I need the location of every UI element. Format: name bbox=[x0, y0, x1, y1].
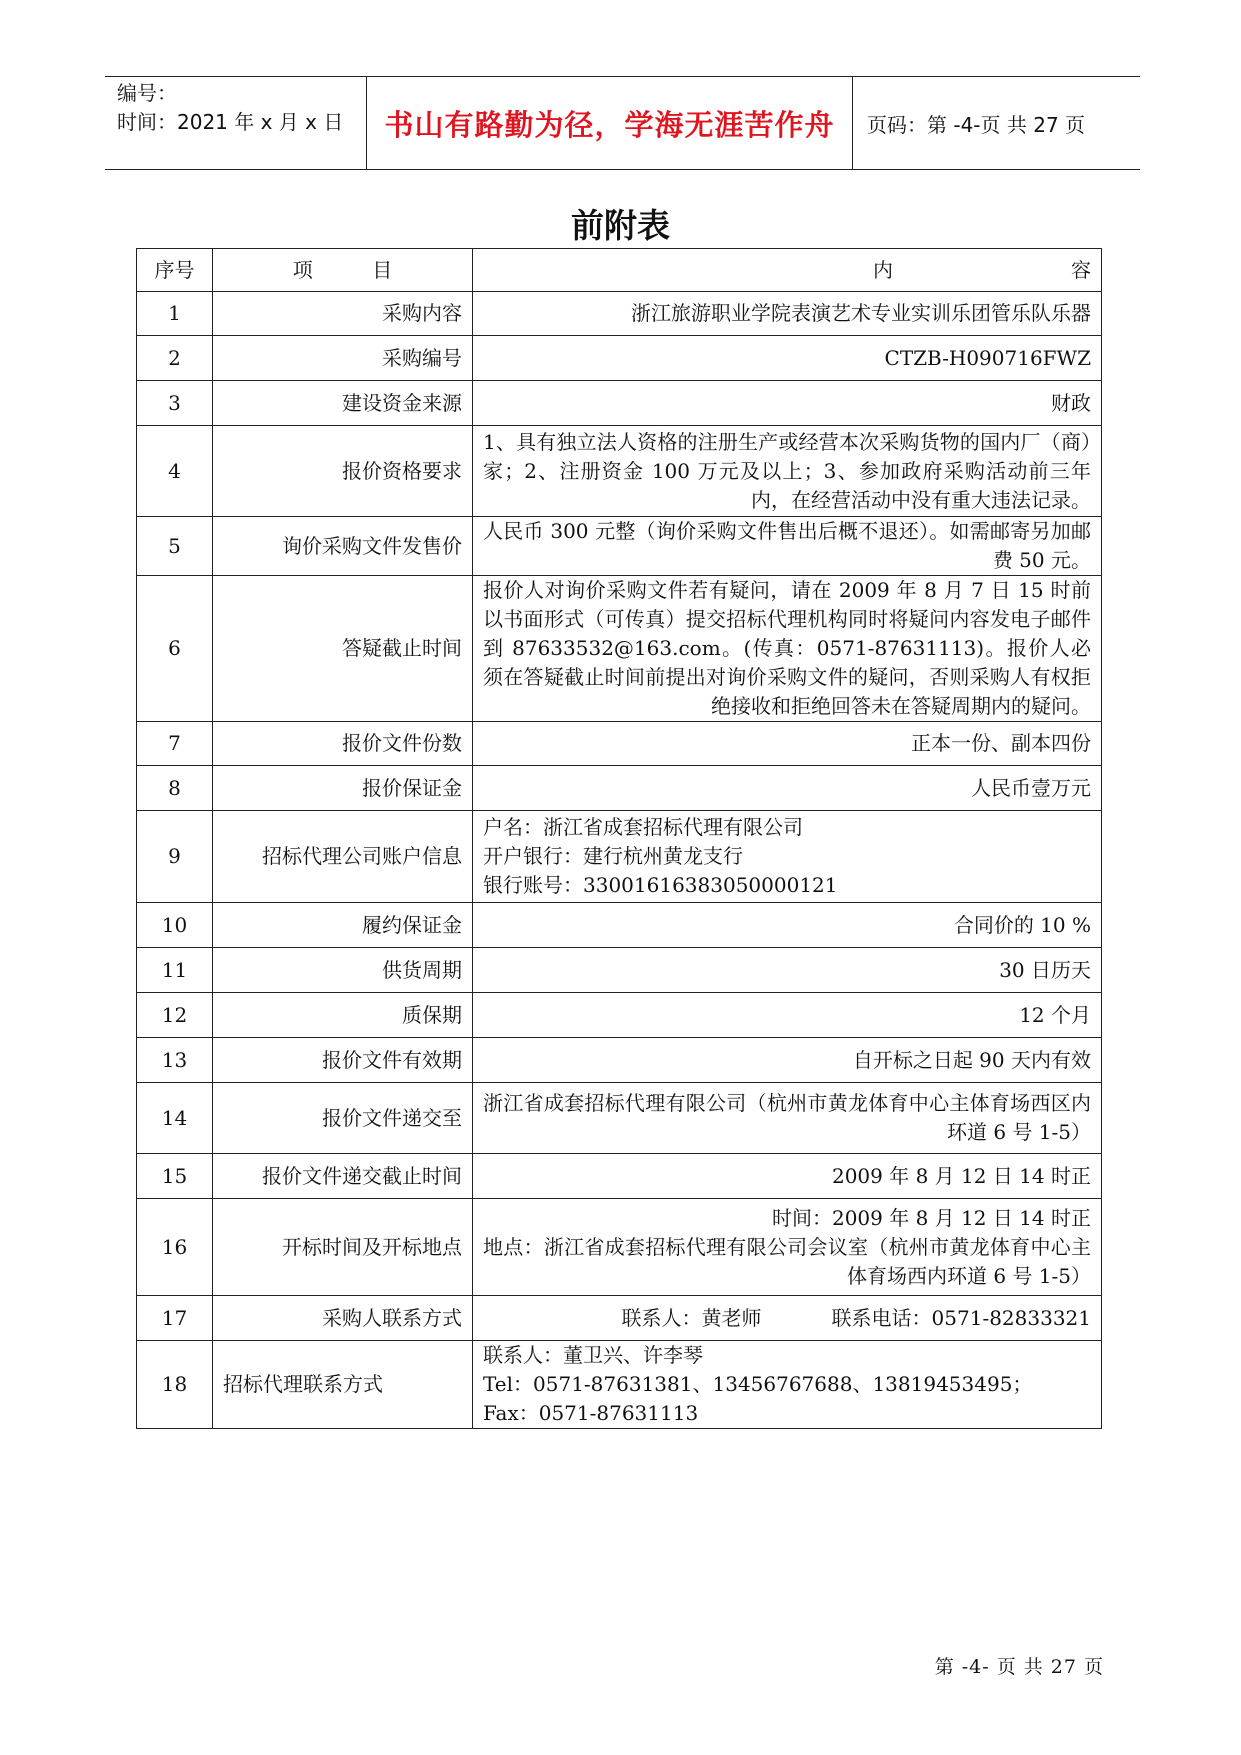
row-content bbox=[473, 1296, 1102, 1341]
row-no: 8 bbox=[137, 766, 213, 811]
row-content: 1、具有独立法人资格的注册生产或经营本次采购货物的国内厂（商）家；2、注册资金 100 万元及以上；3、参加政府采购活动前三年内，在经营活动中没有重大违法记录。 bbox=[473, 426, 1102, 517]
row-content: 浙江旅游职业学院表演艺术专业实训乐团管乐队乐器 bbox=[473, 292, 1102, 336]
opening-place: 地点：浙江省成套招标代理有限公司会议室（杭州市黄龙体育中心主体育场西内环道 6 号 1-5） bbox=[483, 1234, 1091, 1288]
table-row bbox=[137, 1199, 1102, 1296]
row-item: 采购编号 bbox=[213, 336, 473, 381]
row-item: 报价文件有效期 bbox=[213, 1038, 473, 1083]
time-label: 时间：2021 年 x 月 x 日 bbox=[117, 110, 344, 134]
account-bank: 开户银行：建行杭州黄龙支行 bbox=[483, 844, 743, 868]
row-no: 6 bbox=[137, 576, 213, 722]
header-item bbox=[213, 249, 473, 292]
row-no: 4 bbox=[137, 426, 213, 517]
account-name: 户名：浙江省成套招标代理有限公司 bbox=[483, 815, 803, 839]
agent-contact: 联系人：董卫兴、许李琴 bbox=[483, 1343, 703, 1367]
table-row bbox=[137, 1296, 1102, 1341]
table-row bbox=[137, 811, 1102, 903]
row-content: 报价人对询价采购文件若有疑问，请在 2009 年 8 月 7 日 15 时前以书面形式（可传真）提交招标代理机构同时将疑问内容发电子邮件到 87633532@163.com。(传真：0571-87631113)。报价人必须在答疑截止时间前提出对询价采购文件的疑问，否则采购人有权拒绝接收和拒绝回答未在答疑周期内的疑问。 bbox=[473, 576, 1102, 722]
row-item: 采购内容 bbox=[213, 292, 473, 336]
header-content-b: 容 bbox=[1071, 257, 1091, 282]
page-footer: 第 -4- 页 共 27 页 bbox=[934, 1656, 1104, 1678]
row-item: 履约保证金 bbox=[213, 903, 473, 948]
row-no: 15 bbox=[137, 1154, 213, 1199]
header-page-info: 页码：第 -4-页 共 27 页 bbox=[867, 112, 1086, 137]
row-content: 人民币 300 元整（询价采购文件售出后概不退还）。如需邮寄另加邮费 50 元。 bbox=[473, 517, 1102, 576]
table-row bbox=[137, 292, 1102, 336]
header-motto: 书山有路勤为径，学海无涯苦作舟 bbox=[367, 77, 853, 169]
table-row bbox=[137, 1083, 1102, 1154]
row-no: 12 bbox=[137, 993, 213, 1038]
appendix-table bbox=[136, 248, 1102, 1429]
table-row bbox=[137, 993, 1102, 1038]
row-content: 合同价的 10 % bbox=[473, 903, 1102, 948]
opening-time: 时间：2009 年 8 月 12 日 14 时正 bbox=[771, 1205, 1091, 1230]
row-no: 9 bbox=[137, 811, 213, 903]
page-title: 前附表 bbox=[571, 206, 670, 245]
row-item: 采购人联系方式 bbox=[213, 1296, 473, 1341]
header-no: 序号 bbox=[137, 249, 213, 292]
row-no: 3 bbox=[137, 381, 213, 426]
row-content: 自开标之日起 90 天内有效 bbox=[473, 1038, 1102, 1083]
row-item: 开标时间及开标地点 bbox=[213, 1199, 473, 1296]
agent-fax: Fax：0571-87631113 bbox=[483, 1401, 699, 1425]
row-item: 质保期 bbox=[213, 993, 473, 1038]
row-no: 11 bbox=[137, 948, 213, 993]
row-content: 浙江省成套招标代理有限公司（杭州市黄龙体育中心主体育场西区内环道 6 号 1-5） bbox=[473, 1083, 1102, 1154]
row-no: 14 bbox=[137, 1083, 213, 1154]
row-content: 正本一份、副本四份 bbox=[473, 722, 1102, 766]
table-row bbox=[137, 903, 1102, 948]
table-row bbox=[137, 576, 1102, 722]
row-no: 17 bbox=[137, 1296, 213, 1341]
row-item: 招标代理公司账户信息 bbox=[213, 811, 473, 903]
row-content: CTZB-H090716FWZ bbox=[473, 336, 1102, 381]
row-content bbox=[473, 811, 1102, 903]
header-item-a: 项 bbox=[292, 257, 313, 282]
page-header bbox=[105, 76, 1140, 170]
table-row bbox=[137, 381, 1102, 426]
header-content bbox=[473, 249, 1102, 292]
row-no: 10 bbox=[137, 903, 213, 948]
header-item-b: 目 bbox=[372, 257, 393, 282]
table-row bbox=[137, 722, 1102, 766]
row-no: 13 bbox=[137, 1038, 213, 1083]
purchaser-phone: 联系电话：0571-82833321 bbox=[831, 1305, 1091, 1330]
row-item: 供货周期 bbox=[213, 948, 473, 993]
row-item: 报价文件递交截止时间 bbox=[213, 1154, 473, 1199]
table-row bbox=[137, 426, 1102, 517]
row-no: 16 bbox=[137, 1199, 213, 1296]
row-item: 询价采购文件发售价 bbox=[213, 517, 473, 576]
table-row bbox=[137, 766, 1102, 811]
row-content: 人民币壹万元 bbox=[473, 766, 1102, 811]
doc-number-label: 编号： bbox=[117, 81, 177, 105]
table-row bbox=[137, 1341, 1102, 1429]
row-content: 财政 bbox=[473, 381, 1102, 426]
table-row bbox=[137, 1154, 1102, 1199]
table-row bbox=[137, 336, 1102, 381]
row-item: 报价保证金 bbox=[213, 766, 473, 811]
row-item: 建设资金来源 bbox=[213, 381, 473, 426]
row-no: 1 bbox=[137, 292, 213, 336]
header-meta bbox=[105, 77, 367, 169]
table-row bbox=[137, 517, 1102, 576]
row-item: 报价文件递交至 bbox=[213, 1083, 473, 1154]
account-number: 银行账号：33001616383050000121 bbox=[483, 873, 838, 897]
row-no: 2 bbox=[137, 336, 213, 381]
row-item: 答疑截止时间 bbox=[213, 576, 473, 722]
row-no: 18 bbox=[137, 1341, 213, 1429]
table-row bbox=[137, 948, 1102, 993]
row-content bbox=[473, 1199, 1102, 1296]
row-item: 招标代理联系方式 bbox=[213, 1341, 473, 1429]
row-item: 报价文件份数 bbox=[213, 722, 473, 766]
row-content: 12 个月 bbox=[473, 993, 1102, 1038]
row-content: 30 日历天 bbox=[473, 948, 1102, 993]
row-no: 7 bbox=[137, 722, 213, 766]
row-no: 5 bbox=[137, 517, 213, 576]
table-header-row bbox=[137, 249, 1102, 292]
purchaser-contact: 联系人：黄老师 bbox=[621, 1305, 762, 1330]
header-content-a: 内 bbox=[873, 257, 893, 282]
agent-tel: Tel：0571-87631381、13456767688、13819453495； bbox=[483, 1372, 1033, 1396]
table-row bbox=[137, 1038, 1102, 1083]
row-content: 2009 年 8 月 12 日 14 时正 bbox=[473, 1154, 1102, 1199]
row-item: 报价资格要求 bbox=[213, 426, 473, 517]
row-content bbox=[473, 1341, 1102, 1429]
